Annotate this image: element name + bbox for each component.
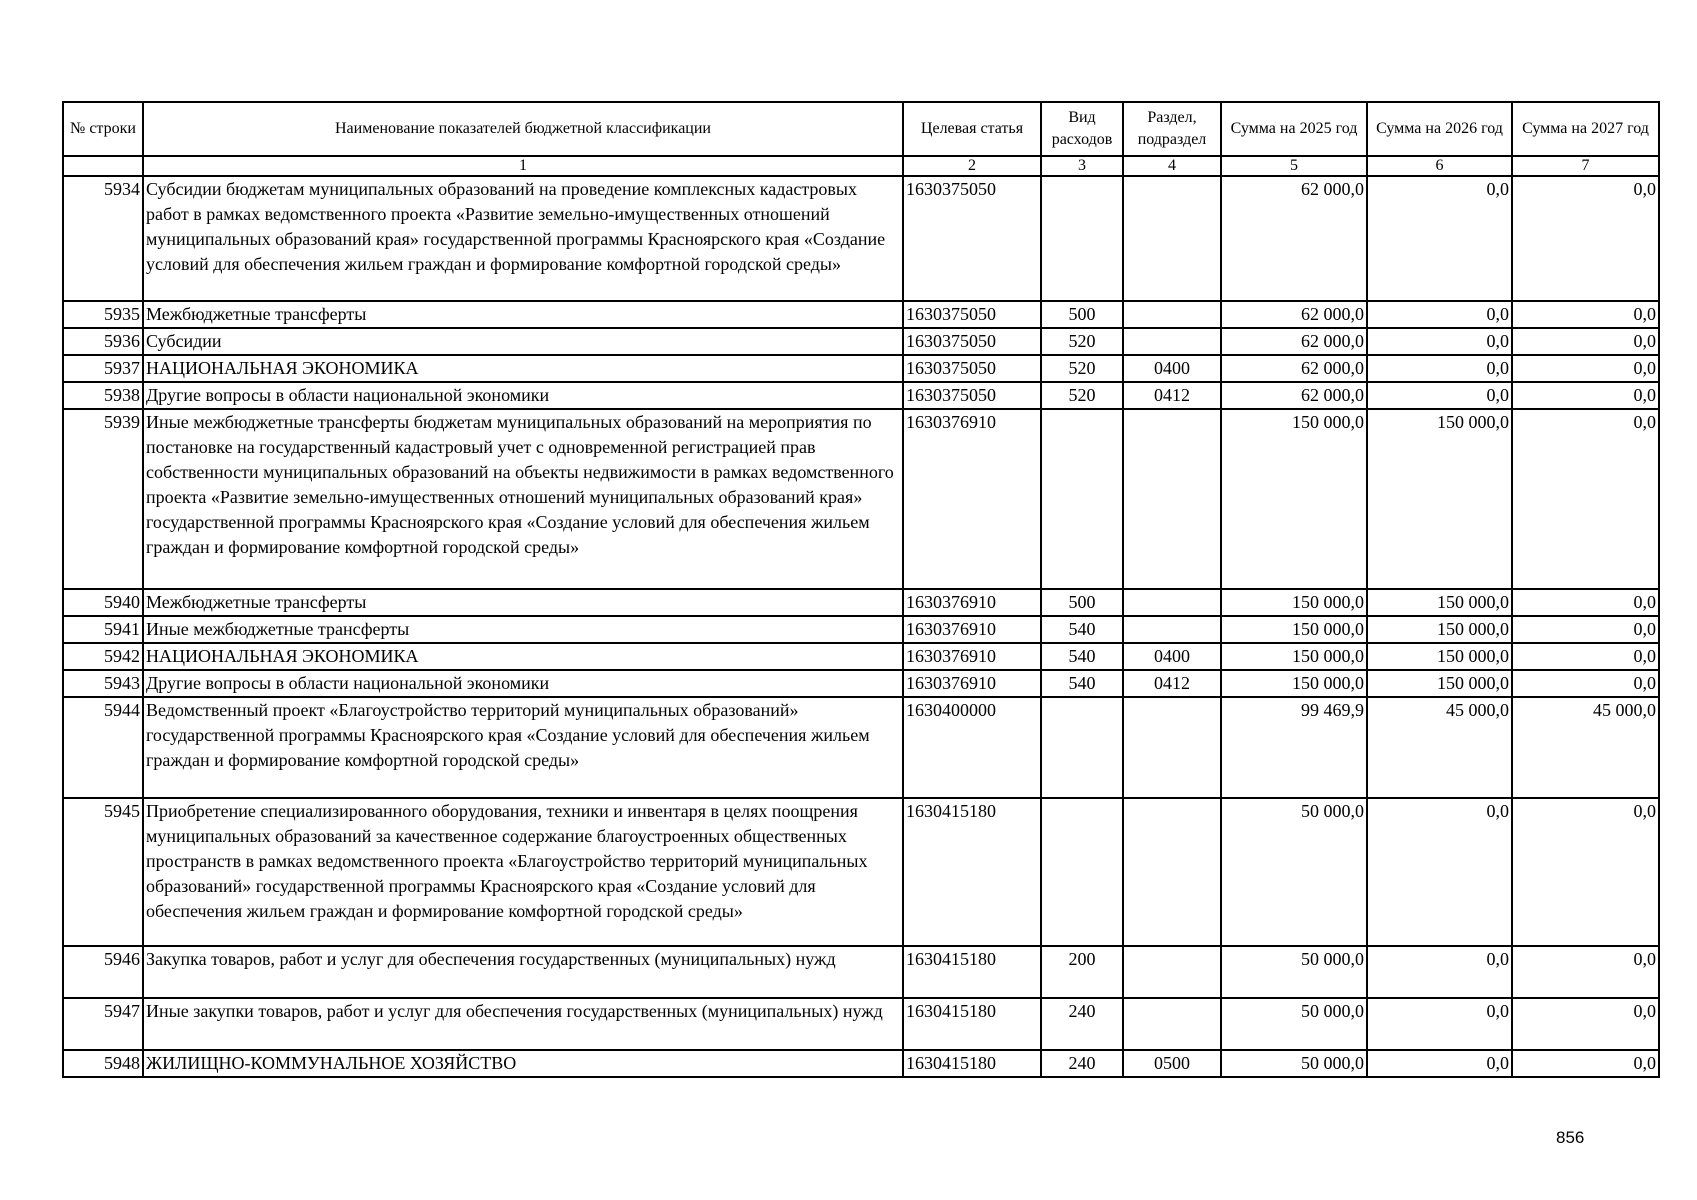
table-row xyxy=(63,616,1659,643)
row-name: Межбюджетные трансферты xyxy=(143,589,903,616)
row-name: Межбюджетные трансферты xyxy=(143,301,903,328)
row-vid xyxy=(1041,176,1123,301)
row-name: Приобретение специализированного оборудования, техники и инвентаря в целях поощрения муниципальных образований за качественное содержание благоустроенных общественных пространств в рамках ведомственного проекта «Благоустройство территорий муниципальных образований» государственной программы Красноярского края «Создание условий для обеспечения жильем граждан и формирование комфортной городской среды» xyxy=(143,798,903,946)
row-vid: 520 xyxy=(1041,382,1123,409)
row-target: 1630376910 xyxy=(903,616,1041,643)
row-sum-2026: 0,0 xyxy=(1367,355,1512,382)
table-row xyxy=(63,998,1659,1050)
row-razdel xyxy=(1123,328,1221,355)
row-razdel: 0400 xyxy=(1123,355,1221,382)
row-sum-2026: 0,0 xyxy=(1367,176,1512,301)
header-sum-2026: Сумма на 2026 год xyxy=(1367,102,1512,156)
row-sum-2026: 150 000,0 xyxy=(1367,643,1512,670)
row-sum-2026: 0,0 xyxy=(1367,301,1512,328)
row-sum-2027: 45 000,0 xyxy=(1512,697,1659,798)
row-number: 5938 xyxy=(63,382,143,409)
row-target: 1630376910 xyxy=(903,643,1041,670)
row-name: Другие вопросы в области национальной экономики xyxy=(143,382,903,409)
row-sum-2025: 62 000,0 xyxy=(1221,328,1367,355)
row-number: 5939 xyxy=(63,409,143,589)
table-row xyxy=(63,328,1659,355)
column-number: 6 xyxy=(1367,156,1512,176)
row-sum-2025: 62 000,0 xyxy=(1221,382,1367,409)
row-sum-2027: 0,0 xyxy=(1512,382,1659,409)
column-number: 2 xyxy=(903,156,1041,176)
header-sum-2025: Сумма на 2025 год xyxy=(1221,102,1367,156)
row-razdel xyxy=(1123,998,1221,1050)
row-sum-2027: 0,0 xyxy=(1512,409,1659,589)
row-number: 5940 xyxy=(63,589,143,616)
row-sum-2026: 150 000,0 xyxy=(1367,670,1512,697)
row-razdel xyxy=(1123,409,1221,589)
header-row xyxy=(63,102,1659,156)
row-name: Субсидии бюджетам муниципальных образований на проведение комплексных кадастровых работ в рамках ведомственного проекта «Развитие земельно-имущественных отношений муниципальных образований края» государственной программы Красноярского края «Создание условий для обеспечения жильем граждан и формирование комфортной городской среды» xyxy=(143,176,903,301)
header-razdel: Раздел, подраздел xyxy=(1123,102,1221,156)
table-row xyxy=(63,643,1659,670)
row-target: 1630400000 xyxy=(903,697,1041,798)
row-target: 1630375050 xyxy=(903,382,1041,409)
row-vid: 520 xyxy=(1041,328,1123,355)
row-name: НАЦИОНАЛЬНАЯ ЭКОНОМИКА xyxy=(143,355,903,382)
row-razdel xyxy=(1123,301,1221,328)
header-sum-2027: Сумма на 2027 год xyxy=(1512,102,1659,156)
row-name: НАЦИОНАЛЬНАЯ ЭКОНОМИКА xyxy=(143,643,903,670)
row-target: 1630375050 xyxy=(903,176,1041,301)
row-vid: 240 xyxy=(1041,998,1123,1050)
row-target: 1630415180 xyxy=(903,798,1041,946)
row-sum-2027: 0,0 xyxy=(1512,589,1659,616)
column-number: 4 xyxy=(1123,156,1221,176)
table-row xyxy=(63,409,1659,589)
column-number xyxy=(63,156,143,176)
row-number: 5943 xyxy=(63,670,143,697)
row-sum-2026: 0,0 xyxy=(1367,998,1512,1050)
page-number: 856 xyxy=(1556,1128,1585,1147)
row-name: Иные межбюджетные трансферты бюджетам муниципальных образований на мероприятия по постановке на государственный кадастровый учет с одновременной регистрацией прав собственности муниципальных образований на объекты недвижимости в рамках ведомственного проекта «Развитие земельно-имущественных отношений муниципальных образований края» государственной программы Красноярского края «Создание условий для обеспечения жильем граждан и формирование комфортной городской среды» xyxy=(143,409,903,589)
row-sum-2025: 150 000,0 xyxy=(1221,616,1367,643)
column-numbers-row xyxy=(63,156,1659,176)
table-row xyxy=(63,697,1659,798)
row-sum-2027: 0,0 xyxy=(1512,355,1659,382)
row-vid xyxy=(1041,798,1123,946)
row-number: 5945 xyxy=(63,798,143,946)
row-sum-2025: 50 000,0 xyxy=(1221,998,1367,1050)
row-sum-2026: 0,0 xyxy=(1367,1050,1512,1077)
row-razdel: 0500 xyxy=(1123,1050,1221,1077)
row-target: 1630376910 xyxy=(903,670,1041,697)
row-name: ЖИЛИЩНО-КОММУНАЛЬНОЕ ХОЗЯЙСТВО xyxy=(143,1050,903,1077)
row-name: Иные межбюджетные трансферты xyxy=(143,616,903,643)
row-sum-2027: 0,0 xyxy=(1512,328,1659,355)
row-target: 1630415180 xyxy=(903,998,1041,1050)
row-number: 5942 xyxy=(63,643,143,670)
row-target: 1630375050 xyxy=(903,355,1041,382)
row-number: 5947 xyxy=(63,998,143,1050)
row-vid: 520 xyxy=(1041,355,1123,382)
table-row xyxy=(63,1050,1659,1077)
row-number: 5946 xyxy=(63,946,143,998)
row-razdel xyxy=(1123,589,1221,616)
row-number: 5934 xyxy=(63,176,143,301)
row-sum-2027: 0,0 xyxy=(1512,670,1659,697)
table-row xyxy=(63,589,1659,616)
row-razdel: 0412 xyxy=(1123,670,1221,697)
row-sum-2026: 0,0 xyxy=(1367,382,1512,409)
row-sum-2026: 150 000,0 xyxy=(1367,616,1512,643)
row-sum-2027: 0,0 xyxy=(1512,1050,1659,1077)
row-vid: 500 xyxy=(1041,589,1123,616)
row-vid: 500 xyxy=(1041,301,1123,328)
row-number: 5937 xyxy=(63,355,143,382)
row-sum-2025: 50 000,0 xyxy=(1221,798,1367,946)
row-number: 5941 xyxy=(63,616,143,643)
row-target: 1630375050 xyxy=(903,301,1041,328)
row-number: 5948 xyxy=(63,1050,143,1077)
column-number: 7 xyxy=(1512,156,1659,176)
row-sum-2025: 50 000,0 xyxy=(1221,946,1367,998)
row-sum-2027: 0,0 xyxy=(1512,616,1659,643)
row-sum-2025: 50 000,0 xyxy=(1221,1050,1367,1077)
row-sum-2026: 150 000,0 xyxy=(1367,589,1512,616)
row-sum-2027: 0,0 xyxy=(1512,176,1659,301)
table-row xyxy=(63,301,1659,328)
row-number: 5944 xyxy=(63,697,143,798)
row-sum-2025: 150 000,0 xyxy=(1221,589,1367,616)
row-sum-2027: 0,0 xyxy=(1512,643,1659,670)
table-row xyxy=(63,946,1659,998)
header-target: Целевая статья xyxy=(903,102,1041,156)
row-razdel xyxy=(1123,697,1221,798)
row-target: 1630375050 xyxy=(903,328,1041,355)
row-sum-2026: 0,0 xyxy=(1367,328,1512,355)
row-sum-2025: 62 000,0 xyxy=(1221,301,1367,328)
row-sum-2026: 150 000,0 xyxy=(1367,409,1512,589)
row-sum-2025: 150 000,0 xyxy=(1221,643,1367,670)
row-sum-2027: 0,0 xyxy=(1512,946,1659,998)
row-name: Иные закупки товаров, работ и услуг для обеспечения государственных (муниципальных) нужд xyxy=(143,998,903,1050)
row-number: 5936 xyxy=(63,328,143,355)
row-sum-2027: 0,0 xyxy=(1512,301,1659,328)
header-name: Наименование показателей бюджетной классификации xyxy=(143,102,903,156)
row-sum-2025: 99 469,9 xyxy=(1221,697,1367,798)
row-number: 5935 xyxy=(63,301,143,328)
row-name: Субсидии xyxy=(143,328,903,355)
row-vid: 540 xyxy=(1041,670,1123,697)
row-razdel xyxy=(1123,176,1221,301)
row-vid: 540 xyxy=(1041,616,1123,643)
row-target: 1630376910 xyxy=(903,409,1041,589)
row-name: Ведомственный проект «Благоустройство территорий муниципальных образований» государственной программы Красноярского края «Создание условий для обеспечения жильем граждан и формирование комфортной городской среды» xyxy=(143,697,903,798)
row-sum-2027: 0,0 xyxy=(1512,798,1659,946)
row-target: 1630415180 xyxy=(903,946,1041,998)
header-row-no: № строки xyxy=(63,102,143,156)
table-row xyxy=(63,798,1659,946)
row-sum-2026: 45 000,0 xyxy=(1367,697,1512,798)
row-razdel: 0400 xyxy=(1123,643,1221,670)
table-row xyxy=(63,355,1659,382)
table-row xyxy=(63,176,1659,301)
row-vid xyxy=(1041,409,1123,589)
row-vid: 240 xyxy=(1041,1050,1123,1077)
column-number: 1 xyxy=(143,156,903,176)
row-sum-2027: 0,0 xyxy=(1512,998,1659,1050)
budget-table xyxy=(62,101,1660,1078)
row-sum-2026: 0,0 xyxy=(1367,946,1512,998)
row-target: 1630415180 xyxy=(903,1050,1041,1077)
row-vid xyxy=(1041,697,1123,798)
column-number: 3 xyxy=(1041,156,1123,176)
header-vid: Вид расходов xyxy=(1041,102,1123,156)
row-razdel xyxy=(1123,616,1221,643)
column-number: 5 xyxy=(1221,156,1367,176)
row-vid: 540 xyxy=(1041,643,1123,670)
row-name: Закупка товаров, работ и услуг для обеспечения государственных (муниципальных) нужд xyxy=(143,946,903,998)
row-name: Другие вопросы в области национальной экономики xyxy=(143,670,903,697)
row-razdel xyxy=(1123,798,1221,946)
row-sum-2026: 0,0 xyxy=(1367,798,1512,946)
table-row xyxy=(63,382,1659,409)
row-sum-2025: 150 000,0 xyxy=(1221,409,1367,589)
table-row xyxy=(63,670,1659,697)
row-sum-2025: 150 000,0 xyxy=(1221,670,1367,697)
row-target: 1630376910 xyxy=(903,589,1041,616)
row-razdel: 0412 xyxy=(1123,382,1221,409)
row-sum-2025: 62 000,0 xyxy=(1221,355,1367,382)
row-sum-2025: 62 000,0 xyxy=(1221,176,1367,301)
row-razdel xyxy=(1123,946,1221,998)
row-vid: 200 xyxy=(1041,946,1123,998)
